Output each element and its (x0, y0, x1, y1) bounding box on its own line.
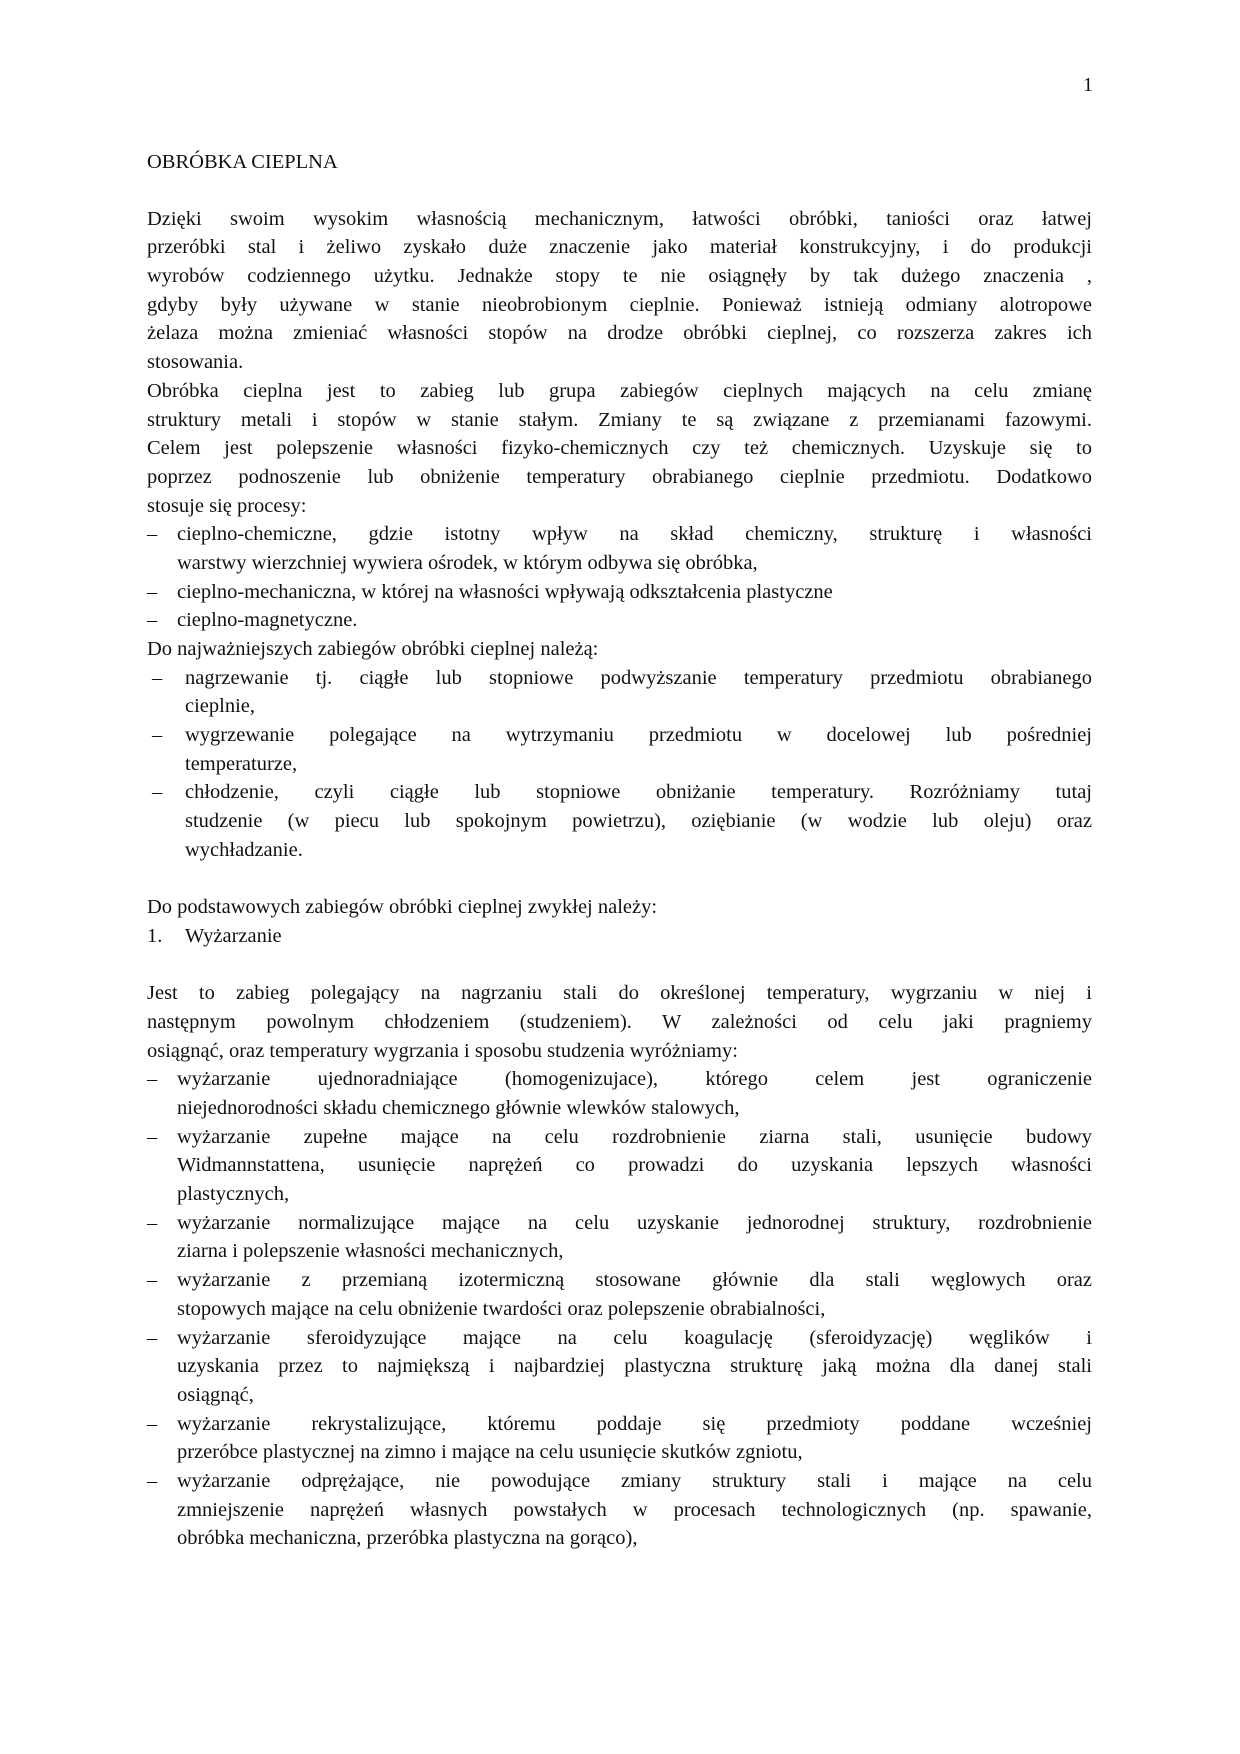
list-item (147, 520, 1092, 577)
dash-bullet-icon: – (147, 1125, 158, 1148)
list-item-text: ziarna i polepszenie własności mechanicznych, (177, 1240, 564, 1263)
list-item-text: wyżarzanie rekrystalizujące, któremu poddaje się przedmioty poddane wcześniej (177, 1412, 1092, 1435)
list-item (147, 1324, 1092, 1410)
text-line: gdyby były używane w stanie nieobrobionym cieplnie. Ponieważ istnieją odmiany alotropowe (147, 293, 1092, 316)
definition-paragraph (147, 377, 1092, 520)
text-line: wyrobów codziennego użytku. Jednakże stopy te nie osiągnęły by tak dużego znaczenia , (147, 265, 1092, 288)
list-item-text: wyżarzanie z przemianą izotermiczną stosowane głównie dla stali węglowych oraz (177, 1269, 1092, 1292)
document-body (147, 148, 1092, 1553)
list-item-text: stopowych mające na celu obniżenie twardości oraz polepszenie obrabialności, (177, 1297, 826, 1320)
dash-bullet-icon: – (147, 609, 158, 632)
dash-bullet-icon: – (147, 1211, 158, 1234)
text-line: stosuje się procesy: (147, 494, 307, 517)
dash-bullet-icon: – (152, 724, 163, 747)
list-item-text: niejednorodności składu chemicznego głównie wlewków stalowych, (177, 1097, 740, 1119)
intro-paragraph (147, 205, 1092, 377)
text-line: przeróbki stal i żeliwo zyskało duże znaczenie jako materiał konstrukcyjny, i do produkcji (147, 236, 1092, 259)
list-item (147, 578, 1092, 607)
list-item-text: Widmannstattena, usunięcie naprężeń co prowadzi do uzyskania lepszych własności (177, 1154, 1092, 1177)
text-line: Jest to zabieg polegający na nagrzaniu stali do określonej temperatury, wygrzaniu w niej i (147, 982, 1092, 1005)
list-item-text: wychładzanie. (185, 838, 303, 861)
list-item-text: studzenie (w piecu lub spokojnym powietrzu), oziębianie (w wodzie lub oleju) oraz (185, 810, 1092, 833)
dash-bullet-icon: – (152, 781, 163, 804)
list-item-text: wygrzewanie polegające na wytrzymaniu przedmiotu w docelowej lub pośredniej (185, 724, 1092, 747)
list-item-text: wyżarzanie normalizujące mające na celu uzyskanie jednorodnej struktury, rozdrobnienie (177, 1211, 1092, 1234)
list-item (147, 721, 1092, 778)
text-line: Obróbka cieplna jest to zabieg lub grupa zabiegów cieplnych mających na celu zmianę (147, 379, 1092, 402)
list-item (147, 1467, 1092, 1553)
list-item-text: warstwy wierzchniej wywiera ośrodek, w którym odbywa się obróbka, (177, 551, 758, 574)
text-line: żelaza można zmieniać własności stopów na drodze obróbki cieplnej, co rozszerza zakres ich (147, 322, 1092, 345)
list-item (147, 1209, 1092, 1266)
list-item-text: uzyskania przez to najmiększą i najbardziej plastyczna strukturę jaką można dla danej stali (177, 1355, 1092, 1378)
list-item (147, 778, 1092, 864)
section-heading-text: Wyżarzanie (185, 924, 282, 947)
dash-bullet-icon: – (147, 1068, 158, 1091)
text-line: osiągnąć, oraz temperatury wygrzania i sposobu studzenia wyróżniamy: (147, 1039, 738, 1062)
dash-bullet-icon: – (147, 1469, 158, 1492)
section-number: 1. (147, 924, 163, 947)
list-item-text: wyżarzanie odprężające, nie powodujące zmiany struktury stali i mające na celu (177, 1469, 1092, 1492)
list-item-text: temperaturze, (185, 752, 298, 775)
list-item-text: wyżarzanie sferoidyzujące mające na celu koagulację (sferoidyzację) węglików i (177, 1326, 1092, 1349)
list-item (147, 1123, 1092, 1209)
list-item-text: obróbka mechaniczna, przeróbka plastyczna na gorąco), (177, 1527, 638, 1550)
list-item-text: osiągnąć, (177, 1383, 254, 1406)
main-treatments-list (147, 664, 1092, 865)
list-item-text: cieplno-mechaniczna, w której na własności wpływają odkształcenia plastyczne (177, 580, 833, 603)
text-line: poprzez podnoszenie lub obniżenie temperatury obrabianego cieplnie przedmiotu. Dodatkowo (147, 465, 1092, 488)
list-item-text: wyżarzanie ujednoradniające (homogenizujace), którego celem jest ograniczenie (177, 1068, 1092, 1091)
annealing-paragraph (147, 979, 1092, 1065)
list-item-text: cieplnie, (185, 695, 256, 718)
list-item-text: chłodzenie, czyli ciągłe lub stopniowe obniżanie temperatury. Rozróżniamy tutaj (185, 781, 1092, 804)
text-line: struktury metali i stopów w stanie stałym. Zmiany te są związane z przemianami fazowymi. (147, 408, 1092, 431)
dash-bullet-icon: – (147, 1269, 158, 1292)
text-line: stosowania. (147, 351, 244, 374)
list-item-text: cieplno-chemiczne, gdzie istotny wpływ na skład chemiczny, strukturę i własności (177, 523, 1092, 546)
list-item-text: plastycznych, (177, 1183, 290, 1206)
dash-bullet-icon: – (147, 1412, 158, 1435)
list-item (147, 1410, 1092, 1467)
list-item (147, 664, 1092, 721)
main-treatments-intro: Do najważniejszych zabiegów obróbki cieplnej należą: (147, 638, 599, 660)
list-item-text: przeróbce plastycznej na zimno i mające na celu usunięcie skutków zgniotu, (177, 1441, 803, 1464)
list-item (147, 1065, 1092, 1122)
processes-list (147, 520, 1092, 635)
dash-bullet-icon: – (152, 666, 163, 689)
section-heading-annealing (147, 922, 1092, 951)
page-number: 1 (1083, 74, 1093, 96)
basic-treatments-intro: Do podstawowych zabiegów obróbki cieplnej zwykłej należy: (147, 896, 658, 919)
dash-bullet-icon: – (147, 580, 158, 603)
list-item (147, 1266, 1092, 1323)
annealing-types-list (147, 1065, 1092, 1553)
list-item-text: nagrzewanie tj. ciągłe lub stopniowe podwyższanie temperatury przedmiotu obrabianego (185, 666, 1092, 689)
list-item-text: cieplno-magnetyczne. (177, 609, 358, 632)
list-item (147, 606, 1092, 635)
document-title: OBRÓBKA CIEPLNA (147, 151, 338, 173)
dash-bullet-icon: – (147, 1326, 158, 1349)
text-line: Celem jest polepszenie własności fizyko-chemicznych czy też chemicznych. Uzyskuje się to (147, 437, 1092, 460)
dash-bullet-icon: – (147, 523, 158, 546)
text-line: Dzięki swoim wysokim własnością mechanicznym, łatwości obróbki, taniości oraz łatwej (147, 207, 1092, 230)
list-item-text: wyżarzanie zupełne mające na celu rozdrobnienie ziarna stali, usunięcie budowy (177, 1125, 1092, 1148)
text-line: następnym powolnym chłodzeniem (studzeniem). W zależności od celu jaki pragniemy (147, 1010, 1092, 1033)
list-item-text: zmniejszenie naprężeń własnych powstałych w procesach technologicznych (np. spawanie, (177, 1498, 1092, 1521)
